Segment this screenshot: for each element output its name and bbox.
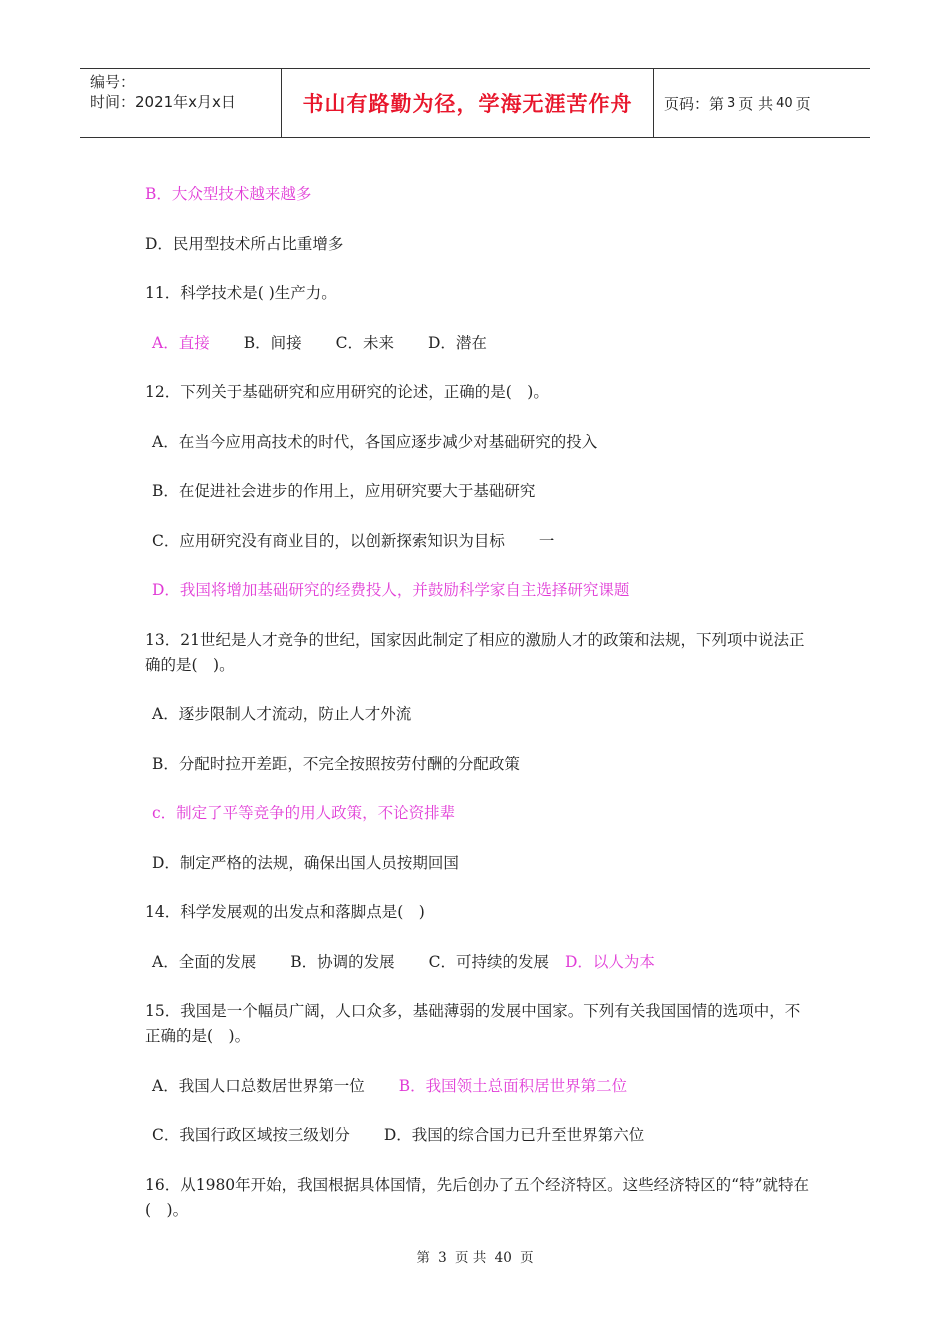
question-15: 15．我国是一个幅员广阔，人口众多，基础薄弱的发展中国家。下列有关我国国情的选项中，不正确的是( )。 — [145, 1002, 801, 1045]
page-footer — [0, 1246, 950, 1266]
question-14: 14．科学发展观的出发点和落脚点是( ) — [145, 903, 425, 921]
answer-option-line: B．大众型技术越来越多 — [145, 185, 312, 203]
question-11-options — [145, 331, 815, 356]
q15-option-d: D．我国的综合国力已升至世界第六位 — [383, 1126, 645, 1144]
q14-option-a: A．全面的发展 — [152, 952, 257, 971]
question-15-options-cd — [145, 1123, 815, 1148]
header-page-total: 40 — [776, 95, 793, 111]
q12-option-b: B．在促进社会进步的作用上，应用研究要大于基础研究 — [152, 482, 536, 500]
footer-total: 40 — [494, 1250, 512, 1266]
q13-option-a: A．逐步限制人才流动，防止人才外流 — [152, 705, 412, 723]
q15-option-c: C．我国行政区域按三级划分 — [152, 1126, 350, 1144]
question-16: 16．从1980年开始，我国根据具体国情，先后创办了五个经济特区。这些经济特区的“特”就特在( )。 — [145, 1175, 810, 1219]
q13-option-c: c．制定了平等竞争的用人政策，不论资排辈 — [152, 804, 456, 822]
q12-option-c-line — [145, 529, 815, 554]
page-header — [80, 68, 870, 138]
header-page-info — [654, 69, 870, 137]
question-12: 12．下列关于基础研究和应用研究的论述，正确的是( )。 — [145, 383, 549, 401]
q14-option-d: D．以人为本 — [564, 952, 655, 971]
q14-option-b: B．协调的发展 — [290, 952, 395, 971]
option-line: D．民用型技术所占比重增多 — [145, 234, 344, 253]
footer-current: 3 — [438, 1250, 447, 1266]
q12-option-c-mark: 一 — [538, 531, 555, 550]
header-time-label: 时间：2021年x月x日 — [90, 93, 236, 111]
q13-option-d: D．制定严格的法规，确保出国人员按期回国 — [152, 853, 459, 872]
footer-suffix: 页 — [520, 1250, 534, 1266]
q11-option-c: C．未来 — [335, 333, 394, 352]
question-15-options-ab — [145, 1074, 815, 1099]
q12-option-d: D．我国将增加基础研究的经费投人，并鼓励科学家自主选择研究课题 — [152, 581, 630, 599]
header-page-mid: 页 共 — [738, 94, 774, 113]
q11-option-b: B．间接 — [243, 333, 302, 352]
header-meta — [80, 69, 282, 137]
header-page-current: 3 — [727, 95, 736, 111]
q12-option-a: A．在当今应用高技术的时代，各国应逐步减少对基础研究的投入 — [152, 432, 598, 451]
q15-option-b: B．我国领土总面积居世界第二位 — [398, 1076, 628, 1095]
header-number-label: 编号： — [90, 73, 136, 91]
question-14-options — [145, 950, 815, 975]
q15-option-a: A．我国人口总数居世界第一位 — [152, 1076, 365, 1095]
q14-option-c: C．可持续的发展 — [428, 952, 549, 971]
question-11: 11．科学技术是( )生产力。 — [145, 284, 337, 302]
header-motto: 书山有路勤为径，学海无涯苦作舟 — [282, 69, 654, 137]
header-page-prefix: 页码：第 — [664, 94, 725, 113]
question-13: 13．21世纪是人才竞争的世纪，国家因此制定了相应的激励人才的政策和法规，下列项中说法正确的是( )。 — [145, 630, 805, 674]
document-body — [145, 182, 815, 1247]
q11-option-d: D．潜在 — [427, 333, 487, 352]
footer-mid: 页 共 — [455, 1250, 487, 1266]
header-page-suffix: 页 — [795, 94, 811, 113]
q11-option-a: A．直接 — [152, 333, 210, 352]
q12-option-c: C．应用研究没有商业目的，以创新探索知识为目标 — [152, 531, 505, 550]
footer-prefix: 第 — [416, 1250, 430, 1266]
q13-option-b: B．分配时拉开差距，不完全按照按劳付酬的分配政策 — [152, 754, 520, 773]
